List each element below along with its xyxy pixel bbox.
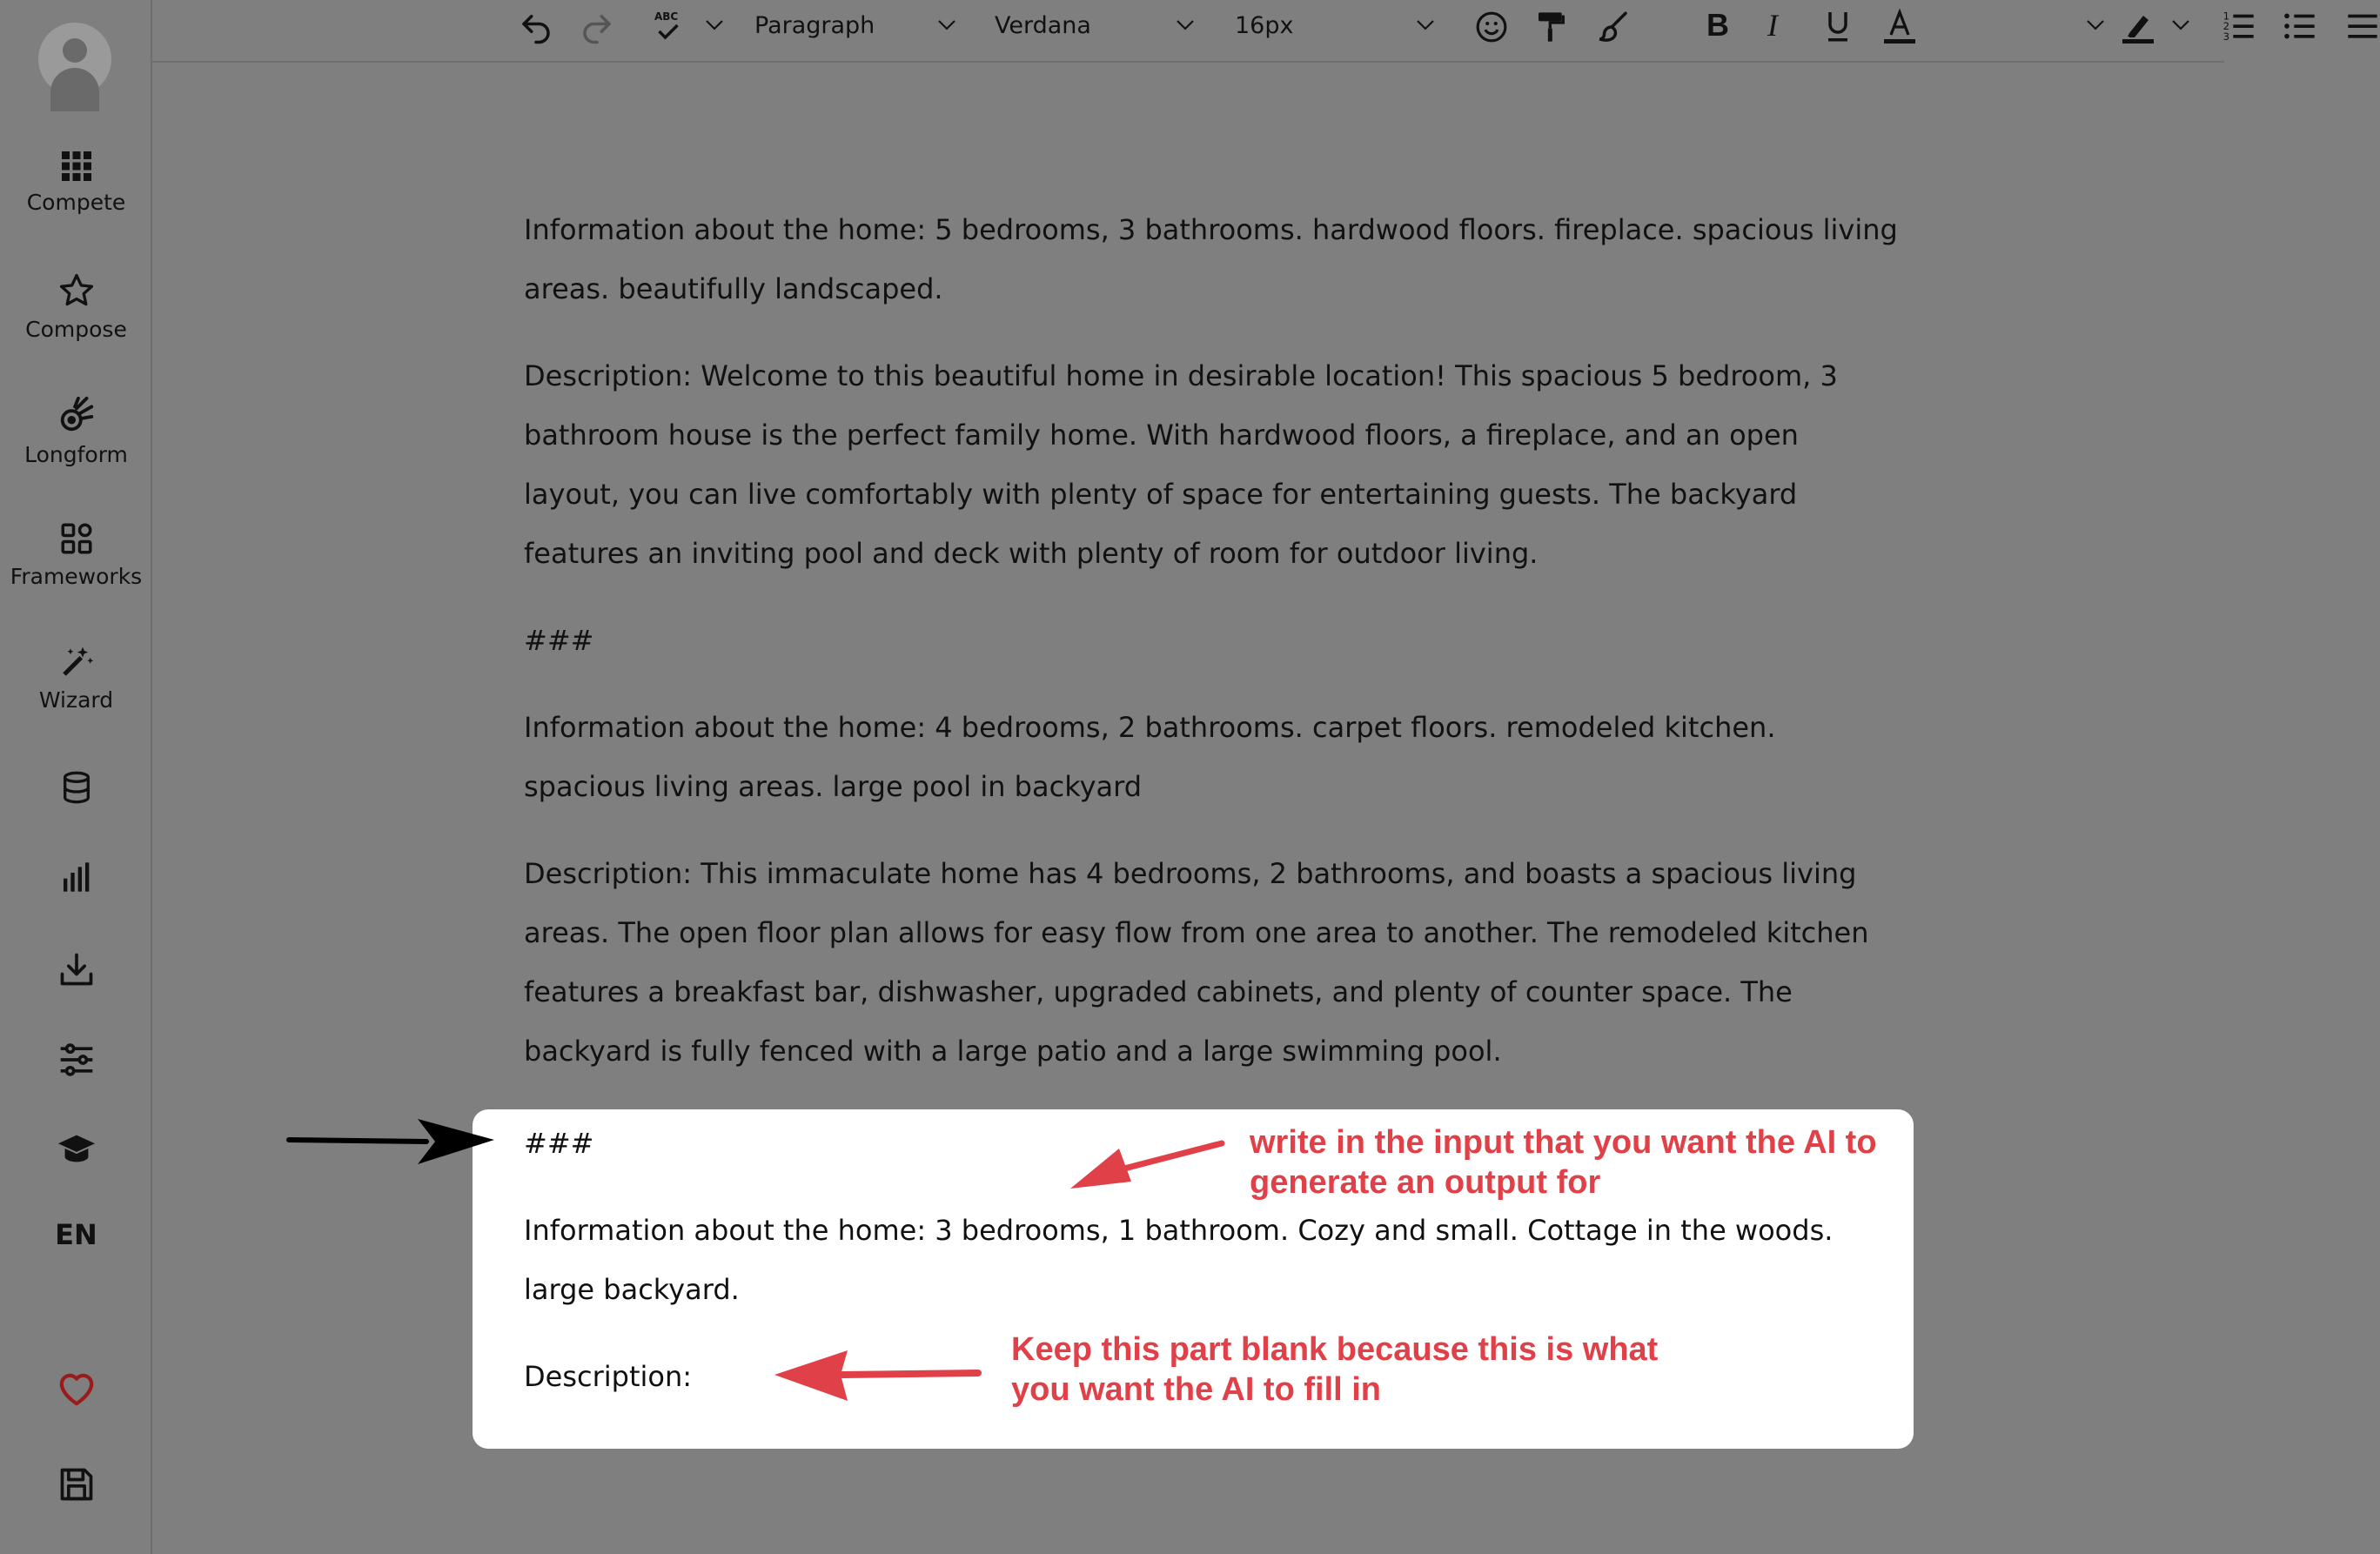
spellcheck-icon-label: ABC	[654, 10, 679, 23]
meteor-icon	[57, 395, 97, 435]
font-family-select[interactable]: Verdana	[995, 12, 1091, 39]
chevron-down-icon[interactable]	[2171, 19, 2190, 31]
redo-icon[interactable]	[579, 9, 615, 45]
editor-toolbar	[152, 0, 2230, 63]
heart-icon	[57, 1370, 97, 1406]
save-button[interactable]	[0, 1465, 152, 1504]
annotation-note: Keep this part blank because this is what you want the AI to fill in	[1011, 1331, 1659, 1408]
highlight-color-button[interactable]	[2121, 9, 2155, 45]
language-selector[interactable]	[0, 1218, 152, 1251]
highlighter-icon	[2121, 9, 2155, 45]
database-icon	[59, 769, 94, 806]
editor-content[interactable]	[524, 200, 1899, 1109]
grid-icon	[60, 150, 93, 183]
font-size-select[interactable]: 16px	[1235, 12, 1294, 39]
sidebar-item-frameworks[interactable]	[0, 520, 152, 589]
graduation-cap-icon	[57, 1131, 97, 1166]
sliders-icon	[57, 1041, 96, 1079]
sidebar-item-database[interactable]	[0, 769, 152, 806]
bullet-list-icon[interactable]	[2283, 9, 2317, 44]
avatar[interactable]	[38, 23, 111, 96]
undo-icon[interactable]	[518, 9, 554, 45]
block-format-select[interactable]: Paragraph	[754, 12, 875, 39]
sidebar-item-longform[interactable]	[0, 395, 152, 467]
sidebar-item-wizard[interactable]	[0, 644, 152, 713]
check-icon	[656, 23, 680, 40]
chevron-down-icon[interactable]	[1416, 19, 1435, 31]
italic-button[interactable]: I	[1767, 8, 1778, 43]
sidebar-item-download[interactable]	[0, 950, 152, 988]
paint-roller-icon[interactable]	[1534, 9, 1569, 45]
emoji-icon[interactable]	[1475, 10, 1508, 44]
spellcheck-button[interactable]	[653, 10, 684, 42]
description-prompt[interactable]: Description:	[524, 1360, 693, 1393]
paragraph[interactable]: Description: Welcome to this beautiful home in desirable location! This spacious 5 bedroom, 3 bathroom house is the perfect family home. With hardwood floors, a fireplace, and an open layout, you can live comfortably with plenty of space for entertaining guests. The backyard features an inviting pool and deck with plenty of room for outdoor living.	[524, 359, 1838, 570]
sidebar-item-compose[interactable]	[0, 271, 152, 342]
sidebar-item-label: Longform	[24, 442, 128, 467]
sidebar	[0, 0, 152, 1554]
svg-text:3: 3	[2222, 30, 2230, 43]
separator[interactable]: ###	[524, 1127, 594, 1160]
bar-chart-icon	[59, 860, 94, 894]
annotation-note: write in the input that you want the AI to generate an output for	[1250, 1124, 1877, 1201]
bold-button[interactable]: B	[1706, 7, 1729, 43]
sidebar-item-analytics[interactable]	[0, 860, 152, 894]
chevron-down-icon[interactable]	[937, 19, 956, 31]
clear-formatting-icon[interactable]	[1595, 9, 1632, 45]
paragraph[interactable]: Information about the home: 5 bedrooms, 3 bathrooms. hardwood floors. fireplace. spacious living areas. beautifully landscaped.	[524, 213, 1898, 305]
sidebar-item-compete[interactable]	[0, 150, 152, 215]
text-color-icon	[1882, 9, 1917, 45]
underline-button[interactable]	[1825, 9, 1851, 44]
svg-text:1: 1	[2222, 10, 2230, 23]
sidebar-item-settings[interactable]	[0, 1041, 152, 1079]
sidebar-item-learn[interactable]	[0, 1131, 152, 1166]
paragraph[interactable]: Description: This immaculate home has 4 bedrooms, 2 bathrooms, and boasts a spacious living areas. The open floor plan allows for easy flow from one area to another. The remodeled kitchen features a breakfast bar, dishwasher, upgraded cabinets, and plenty of counter space. The backyard is fully fenced with a large patio and a large swimming pool.	[524, 857, 1869, 1068]
text-color-button[interactable]	[1882, 9, 1917, 45]
frameworks-icon	[58, 520, 95, 557]
star-icon	[57, 271, 96, 310]
chevron-down-icon[interactable]	[2086, 19, 2105, 31]
numbered-list-icon[interactable]	[2222, 9, 2256, 44]
sidebar-item-label: Compete	[26, 190, 126, 215]
paragraph[interactable]: Information about the home: 4 bedrooms, 2 bathrooms. carpet floors. remodeled kitchen. spacious living areas. large pool in backyard	[524, 711, 1776, 803]
chevron-down-icon[interactable]	[1176, 19, 1195, 31]
red-arrow-icon	[773, 1347, 982, 1408]
sidebar-item-label: Compose	[25, 317, 127, 342]
chevron-down-icon[interactable]	[705, 19, 724, 31]
floppy-disk-icon	[57, 1465, 96, 1504]
magic-wand-icon	[58, 644, 95, 680]
red-arrow-icon	[1069, 1131, 1225, 1192]
separator[interactable]: ###	[524, 624, 594, 657]
indent-icon[interactable]	[2345, 9, 2380, 44]
sidebar-item-label: Frameworks	[10, 564, 143, 589]
paragraph[interactable]: Information about the home: 3 bedrooms, 1 bathroom. Cozy and small. Cottage in the woods. large backyard.	[524, 1214, 1834, 1306]
language-label: EN	[55, 1218, 97, 1251]
favorites-button[interactable]	[0, 1370, 152, 1406]
underline-icon	[1825, 9, 1851, 44]
svg-text:2: 2	[2222, 20, 2230, 33]
download-icon	[57, 950, 96, 988]
sidebar-item-label: Wizard	[38, 687, 114, 713]
black-arrow-icon	[287, 1115, 496, 1168]
